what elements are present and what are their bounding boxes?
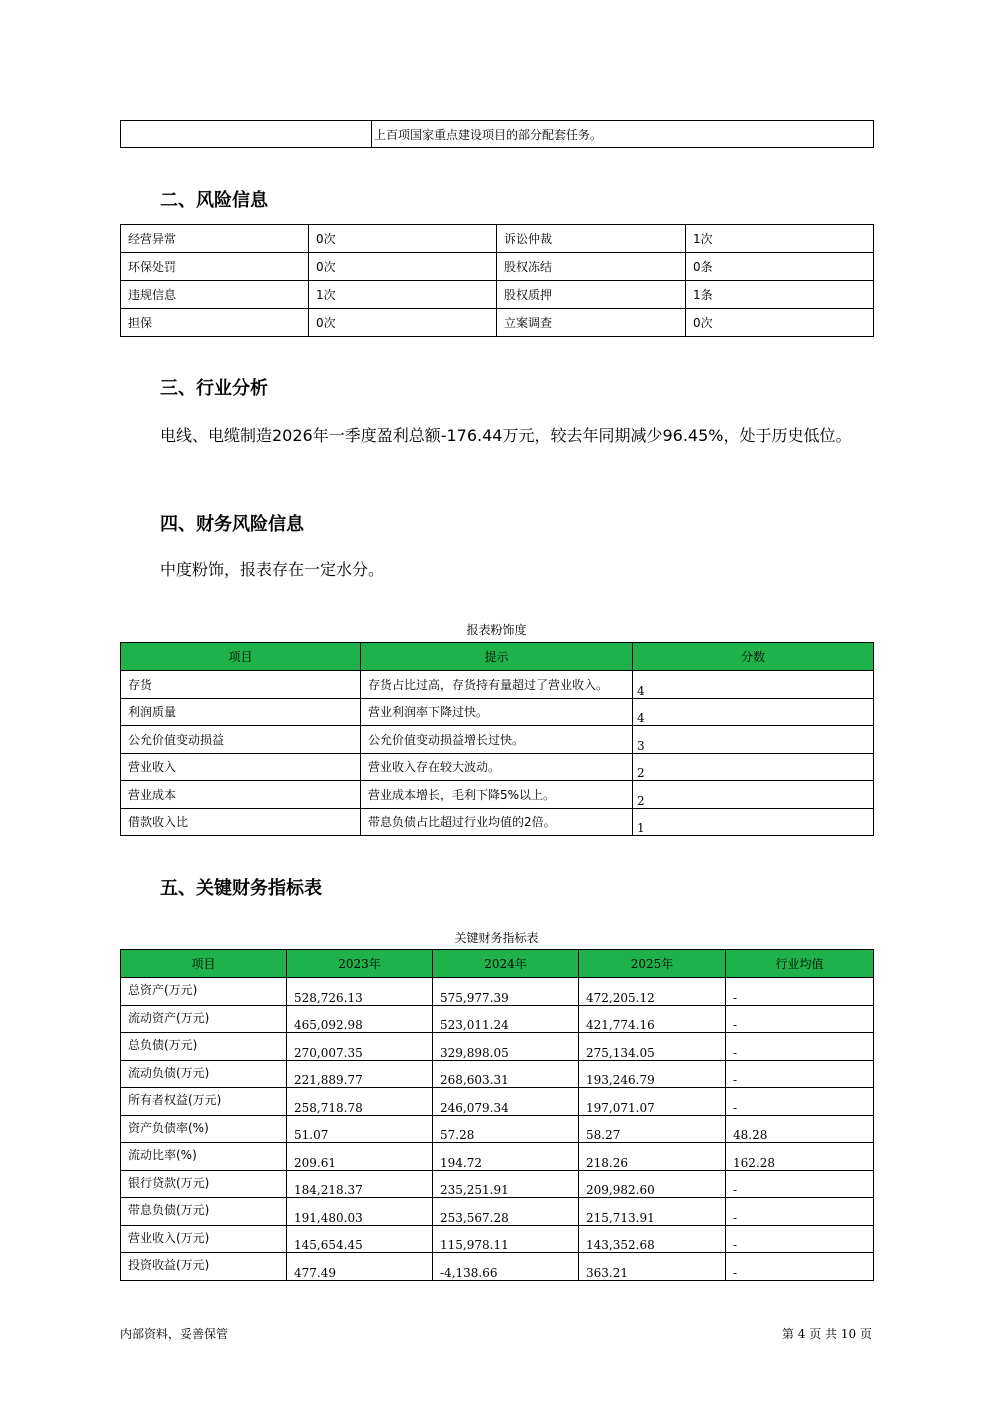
- kpi-row: [121, 1143, 874, 1171]
- kpi-value: 162.28: [726, 1143, 874, 1171]
- footer-page-info: [782, 1325, 872, 1342]
- risk-value: 0次: [309, 309, 497, 337]
- kpi-value: 57.28: [433, 1115, 579, 1143]
- kpi-value: 528,726.13: [287, 978, 433, 1006]
- kpi-row: [121, 1033, 874, 1061]
- kpi-value: 197,071.07: [579, 1088, 726, 1116]
- kpi-column-header: 行业均值: [726, 950, 874, 978]
- section-heading-key-indicators: 五、关键财务指标表: [160, 878, 322, 899]
- risk-value: 1次: [686, 225, 874, 253]
- whitewash-score: 1: [633, 808, 874, 836]
- kpi-value: 268,603.31: [433, 1060, 579, 1088]
- kpi-value: 215,713.91: [579, 1198, 726, 1226]
- kpi-value: 363.21: [579, 1253, 726, 1281]
- risk-value: 0次: [309, 225, 497, 253]
- kpi-row: [121, 1170, 874, 1198]
- kpi-value: 51.07: [287, 1115, 433, 1143]
- risk-label: 股权冻结: [497, 253, 686, 281]
- whitewash-hint: 营业成本增长，毛利下降5%以上。: [361, 781, 633, 809]
- kpi-value: 477.49: [287, 1253, 433, 1281]
- kpi-value: -: [726, 1088, 874, 1116]
- kpi-row: [121, 1005, 874, 1033]
- kpi-value: 258,718.78: [287, 1088, 433, 1116]
- kpi-value: 191,480.03: [287, 1198, 433, 1226]
- footer-total-pages: 10: [840, 1327, 857, 1341]
- kpi-row: [121, 1225, 874, 1253]
- whitewash-hint: 营业收入存在较大波动。: [361, 753, 633, 781]
- whitewash-row: [121, 726, 874, 754]
- whitewash-column-header: 提示: [361, 643, 633, 671]
- whitewash-item: 借款收入比: [121, 808, 361, 836]
- whitewash-row: [121, 671, 874, 699]
- kpi-row: [121, 1198, 874, 1226]
- industry-paragraph: 电线、电缆制造2026年一季度盈利总额-176.44万元，较去年同期减少96.45%，处于历史低位。: [160, 426, 852, 445]
- kpi-value: -: [726, 978, 874, 1006]
- whitewash-item: 营业成本: [121, 781, 361, 809]
- kpi-row: [121, 1253, 874, 1281]
- kpi-value: 523,011.24: [433, 1005, 579, 1033]
- footer-page-label-mid: 页 共: [809, 1327, 838, 1341]
- risk-table: [120, 224, 874, 337]
- section-heading-industry: 三、行业分析: [160, 378, 268, 399]
- whitewash-score: 2: [633, 753, 874, 781]
- kpi-value: -4,138.66: [433, 1253, 579, 1281]
- kpi-column-header: 2023年: [287, 950, 433, 978]
- risk-label: 经营异常: [121, 225, 309, 253]
- kpi-row: [121, 978, 874, 1006]
- whitewash-score: 2: [633, 781, 874, 809]
- risk-row: [121, 309, 874, 337]
- kpi-value: -: [726, 1170, 874, 1198]
- risk-value: 0条: [686, 253, 874, 281]
- footer-page-number: 4: [797, 1327, 806, 1341]
- whitewash-score: 4: [633, 698, 874, 726]
- whitewash-item: 营业收入: [121, 753, 361, 781]
- whitewash-item: 存货: [121, 671, 361, 699]
- top-table-empty-cell: [121, 121, 372, 148]
- risk-row: [121, 253, 874, 281]
- kpi-value: 235,251.91: [433, 1170, 579, 1198]
- whitewash-row: [121, 781, 874, 809]
- kpi-value: 465,092.98: [287, 1005, 433, 1033]
- whitewash-column-header: 分数: [633, 643, 874, 671]
- kpi-row: [121, 1088, 874, 1116]
- kpi-value: -: [726, 1225, 874, 1253]
- whitewash-row: [121, 808, 874, 836]
- whitewash-hint: 带息负债占比超过行业均值的2倍。: [361, 808, 633, 836]
- kpi-value: -: [726, 1005, 874, 1033]
- risk-label: 诉讼仲裁: [497, 225, 686, 253]
- kpi-item: 资产负债率(%): [121, 1115, 287, 1143]
- risk-label: 环保处罚: [121, 253, 309, 281]
- whitewash-table: [120, 642, 874, 836]
- risk-row: [121, 281, 874, 309]
- risk-label: 立案调查: [497, 309, 686, 337]
- kpi-value: 575,977.39: [433, 978, 579, 1006]
- key-indicators-table: [120, 949, 874, 1281]
- whitewash-hint: 存货占比过高，存货持有量超过了营业收入。: [361, 671, 633, 699]
- section-heading-risk: 二、风险信息: [160, 190, 268, 211]
- kpi-item: 流动负债(万元): [121, 1060, 287, 1088]
- risk-label: 违规信息: [121, 281, 309, 309]
- key-indicators-table-title: 关键财务指标表: [454, 931, 539, 945]
- kpi-value: -: [726, 1198, 874, 1226]
- kpi-value: 221,889.77: [287, 1060, 433, 1088]
- whitewash-hint: 公允价值变动损益增长过快。: [361, 726, 633, 754]
- kpi-column-header: 项目: [121, 950, 287, 978]
- footer-left: 内部资料，妥善保管: [120, 1327, 229, 1341]
- whitewash-header-row: [121, 643, 874, 671]
- kpi-value: 143,352.68: [579, 1225, 726, 1253]
- whitewash-hint: 营业利润率下降过快。: [361, 698, 633, 726]
- risk-label: 担保: [121, 309, 309, 337]
- kpi-item: 流动比率(%): [121, 1143, 287, 1171]
- risk-value: 1次: [309, 281, 497, 309]
- kpi-column-header: 2024年: [433, 950, 579, 978]
- kpi-value: 194.72: [433, 1143, 579, 1171]
- kpi-item: 所有者权益(万元): [121, 1088, 287, 1116]
- kpi-value: 218.26: [579, 1143, 726, 1171]
- risk-value: 0次: [309, 253, 497, 281]
- kpi-value: 145,654.45: [287, 1225, 433, 1253]
- whitewash-score: 4: [633, 671, 874, 699]
- kpi-value: 48.28: [726, 1115, 874, 1143]
- risk-label: 股权质押: [497, 281, 686, 309]
- top-table-cell: 上百项国家重点建设项目的部分配套任务。: [372, 121, 874, 148]
- kpi-value: -: [726, 1253, 874, 1281]
- kpi-value: 329,898.05: [433, 1033, 579, 1061]
- footer-page-label-post: 页: [859, 1327, 872, 1341]
- kpi-value: -: [726, 1033, 874, 1061]
- kpi-row: [121, 1060, 874, 1088]
- kpi-value: 246,079.34: [433, 1088, 579, 1116]
- kpi-value: 115,978.11: [433, 1225, 579, 1253]
- kpi-item: 营业收入(万元): [121, 1225, 287, 1253]
- kpi-row: [121, 1115, 874, 1143]
- whitewash-score: 3: [633, 726, 874, 754]
- kpi-item: 银行贷款(万元): [121, 1170, 287, 1198]
- kpi-header-row: [121, 950, 874, 978]
- whitewash-table-title: 报表粉饰度: [466, 623, 527, 637]
- risk-value: 1条: [686, 281, 874, 309]
- kpi-value: 193,246.79: [579, 1060, 726, 1088]
- whitewash-row: [121, 753, 874, 781]
- kpi-value: -: [726, 1060, 874, 1088]
- kpi-value: 472,205.12: [579, 978, 726, 1006]
- kpi-value: 58.27: [579, 1115, 726, 1143]
- kpi-item: 带息负债(万元): [121, 1198, 287, 1226]
- top-table: [120, 120, 874, 148]
- risk-value: 0次: [686, 309, 874, 337]
- kpi-value: 184,218.37: [287, 1170, 433, 1198]
- kpi-value: 421,774.16: [579, 1005, 726, 1033]
- kpi-value: 253,567.28: [433, 1198, 579, 1226]
- kpi-value: 209.61: [287, 1143, 433, 1171]
- footer-page-label-pre: 第: [781, 1327, 794, 1341]
- whitewash-column-header: 项目: [121, 643, 361, 671]
- kpi-item: 总资产(万元): [121, 978, 287, 1006]
- financial-risk-paragraph: 中度粉饰，报表存在一定水分。: [160, 560, 385, 579]
- risk-row: [121, 225, 874, 253]
- kpi-item: 投资收益(万元): [121, 1253, 287, 1281]
- whitewash-item: 公允价值变动损益: [121, 726, 361, 754]
- kpi-column-header: 2025年: [579, 950, 726, 978]
- kpi-value: 270,007.35: [287, 1033, 433, 1061]
- whitewash-item: 利润质量: [121, 698, 361, 726]
- whitewash-row: [121, 698, 874, 726]
- kpi-item: 总负债(万元): [121, 1033, 287, 1061]
- section-heading-financial-risk: 四、财务风险信息: [160, 514, 304, 535]
- kpi-value: 209,982.60: [579, 1170, 726, 1198]
- kpi-value: 275,134.05: [579, 1033, 726, 1061]
- kpi-item: 流动资产(万元): [121, 1005, 287, 1033]
